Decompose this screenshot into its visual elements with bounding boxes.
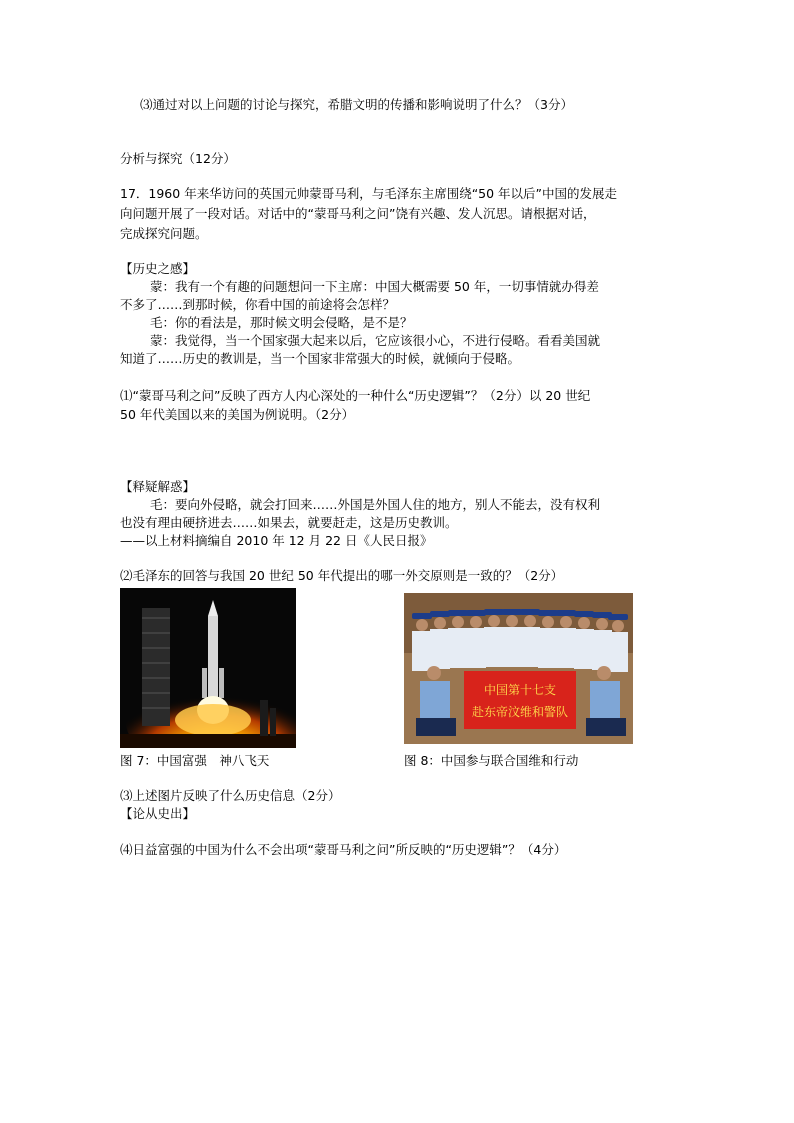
dialogue-line: 毛：要向外侵略，就会打回来……外国是外国人住的地方，别人不能去，没有权利	[150, 497, 601, 512]
figure-8-caption: 图 8：中国参与联合国维和行动	[404, 753, 579, 768]
question-3: ⑶上述图片反映了什么历史信息（2分）	[120, 788, 341, 803]
banner-text-line-2: 赴东帝汶维和警队	[471, 705, 569, 719]
part3-heading: 【论从史出】	[120, 806, 196, 821]
figure-8-peacekeeping-photo	[404, 593, 633, 744]
dialogue-line: 毛：你的看法是，那时候文明会侵略，是不是？	[150, 315, 413, 330]
dialogue-line: 知道了……历史的教训是，当一个国家非常强大的时候，就倾向于侵略。	[120, 351, 521, 366]
section-title: 分析与探究（12分）	[120, 151, 236, 166]
dialogue-line: 蒙：我有一个有趣的问题想问一下主席：中国大概需要 50 年，一切事情就办得差	[150, 279, 599, 294]
question-4: ⑷日益富强的中国为什么不会出项“蒙哥马利之问”所反映的“历史逻辑”？（4分）	[120, 842, 567, 857]
part1-heading: 【历史之感】	[120, 261, 196, 276]
dialogue-line: 蒙：我觉得，当一个国家强大起来以后，它应该很小心，不进行侵略。看看美国就	[150, 333, 601, 348]
q17-intro-line-2: 向问题开展了一段对话。对话中的“蒙哥马利之问”饶有兴趣、发人沉思。请根据对话，	[120, 206, 596, 221]
dialogue-line: 也没有理由硬挤进去……如果去，就要赶走，这是历史教训。	[120, 515, 458, 530]
q17-intro-line-1: 17．1960 年来华访问的英国元帅蒙哥马利，与毛泽东主席围绕“50 年以后”中国的发展走	[120, 186, 618, 201]
dialogue-line: 不多了……到那时候，你看中国的前途将会怎样？	[120, 297, 396, 312]
banner-text-line-1: 中国第十七支	[483, 683, 557, 697]
q17-intro-line-3: 完成探究问题。	[120, 226, 208, 241]
question-1-line-1: ⑴“蒙哥马利之问”反映了西方人内心深处的一种什么“历史逻辑”？（2分）以 20 世纪	[120, 388, 591, 403]
part2-heading: 【释疑解惑】	[120, 479, 196, 494]
question-2: ⑵毛泽东的回答与我国 20 世纪 50 年代提出的哪一外交原则是一致的？（2分）	[120, 568, 564, 583]
source-citation: ——以上材料摘编自 2010 年 12 月 22 日《人民日报》	[120, 533, 433, 548]
figure-7-rocket-launch-photo	[120, 588, 296, 748]
previous-question-3: ⑶通过对以上问题的讨论与探究，希腊文明的传播和影响说明了什么？（3分）	[140, 97, 573, 112]
question-1-line-2: 50 年代美国以来的美国为例说明。（2分）	[120, 407, 355, 422]
figure-7-caption: 图 7：中国富强 神八飞天	[120, 753, 270, 768]
